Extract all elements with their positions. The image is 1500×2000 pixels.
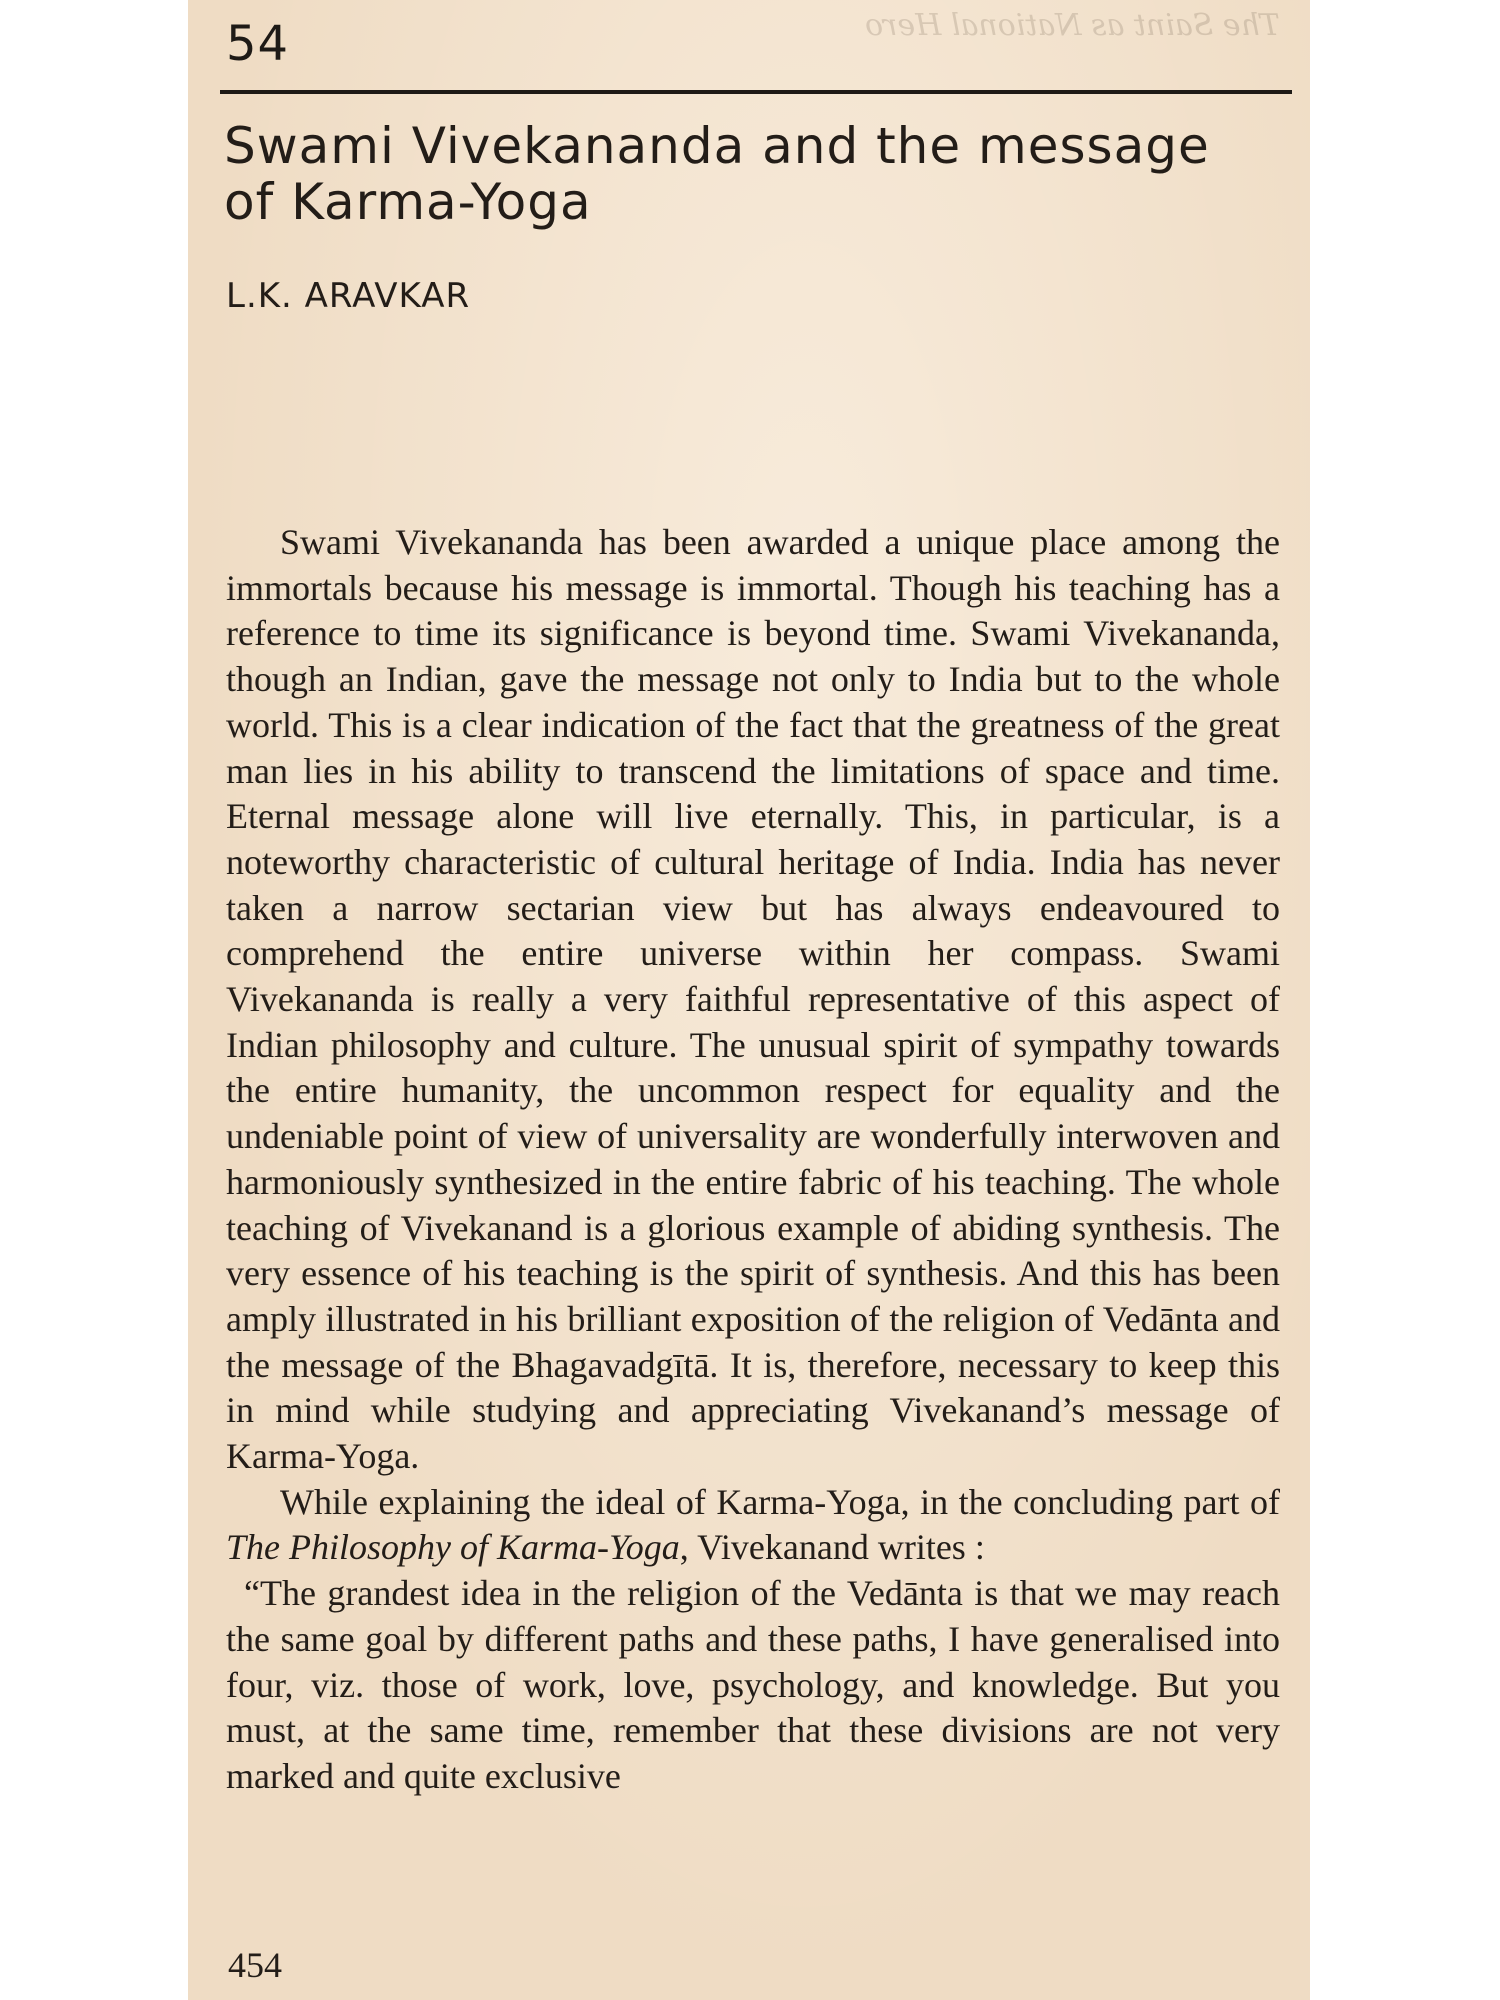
body-paragraph-1: Swami Vivekananda has been awarded a unique place among the immortals because his message is immortal. Though his teaching has a reference to time its significance is beyond time. Swami Vivekananda, though an Indian, gave the message not only to India but to the whole world. This is a clear indication of the fact that the greatness of the great man lies in his ability to transcend the limitations of space and time. Eternal message alone will live eternally. This, in particular, is a noteworthy characteristic of cultural heritage of India. India has never taken a narrow sectarian view but has always endeavoured to comprehend the entire universe within her compass. Swami Vivekananda is really a very faithful representative of this aspect of Indian philosophy and culture. The unusual spirit of sympathy towards the entire humanity, the uncommon respect for equality and the undeniable point of view of universality are wonderfully interwoven and harmoniously synthesized in the entire fabric of his teaching. The whole teaching of Vivekanand is a glorious example of abiding synthesis. The very essence of his teaching is the spirit of synthesis. And this has been amply illustrated in his brilliant exposition of the religion of Vedānta and the message of the Bhagavadgītā. It is, therefore, necessary to keep this in mind while studying and appreciating Vivekanand’s message of Karma-Yoga. [226,522,1280,1477]
article-author: L.K. ARAVKAR [226,276,471,316]
folio-number: 454 [228,1945,282,1985]
bleed-through-header: The Saint as National Hero [865,8,1280,43]
page-number: 54 [226,16,290,72]
body-paragraph-2 [226,1480,1280,1571]
document-page [188,0,1310,2000]
paragraph-2-outro: , Vivekanand writes : [679,1527,985,1568]
header-rule [220,90,1292,94]
article-body [226,520,1280,1800]
book-title: The Philosophy of Karma-Yoga [226,1527,680,1568]
block-quote: “The grandest idea in the religion of the Vedānta is that we may reach the same goal by different paths and these paths, I have generalised into four, viz. those of work, love, psychology, and knowledge. But you must, at the same time, remember that these divisions are not very marked and quite exclusive [226,1573,1280,1796]
paragraph-2-intro: While explaining the ideal of Karma-Yoga, in the concluding part of [280,1481,1280,1522]
article-title: Swami Vivekananda and the message of Karma-Yoga [224,117,1210,231]
